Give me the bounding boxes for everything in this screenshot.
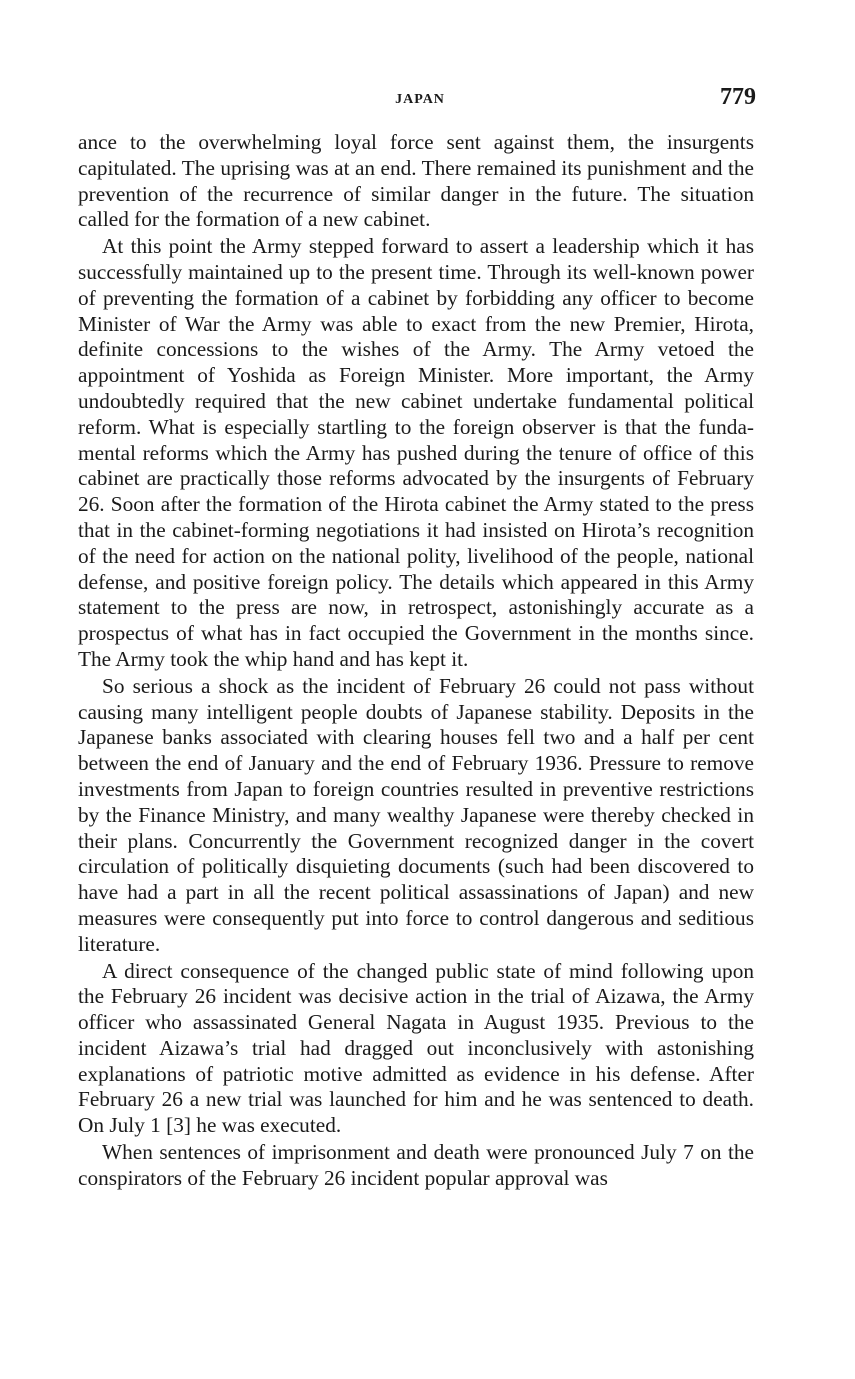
paragraph-stability-doubts: So serious a shock as the incident of February 26 could not pass without causing many intelligent people doubts of Japanese stability. Deposits in the Japanese banks associated with clearing houses fell two and a half per cent between the end of January and the end of February 1936. Pressure to remove investments from Japan to foreign countries resulted in preventive restrictions by the Finance Ministry, and many wealthy Japanese were thereby checked in their plans. Concurrently the Government recognized danger in the covert circulation of politically disquieting documents (such had been discovered to have had a part in all the recent political assassinations of Japan) and new measures were consequently put into force to control dangerous and seditious literature. (78, 673, 754, 956)
page-number: 779 (720, 84, 756, 110)
paragraph-army-leadership: At this point the Army stepped forward to assert a leadership which it has successfully maintained up to the present time. Through its well-known power of preventing the formation of a cabinet by forbidding any officer to become Minister of War the Army was able to exact from the new Premier, Hirota, definite concessions to the wishes of the Army. The Army vetoed the appointment of Yoshida as Foreign Minister. More important, the Army undoubtedly required that the new cabinet undertake fundamental political reform. What is especially startling to the foreign observer is that the fundamental reforms which the Army has pushed during the tenure of office of this cabinet are practically those reforms advocated by the insurgents of February 26. Soon after the formation of the Hirota cabinet the Army stated to the press that in the cabinet-forming negotiations it had insisted on Hirota’s recognition of the need for action on the national polity, livelihood of the people, national defense, and positive foreign policy. The details which appeared in this Army statement to the press are now, in retrospect, astonishingly accurate as a prospectus of what has in fact occupied the Government in the months since. The Army took the whip hand and has kept it. (78, 234, 754, 671)
running-head (0, 84, 855, 112)
paragraph-aizawa-trial: A direct consequence of the changed public state of mind following upon the February 26 incident was decisive action in the trial of Aizawa, the Army officer who assassinated General Nagata in August 1935. Previous to the incident Aizawa’s trial had dragged out inconclusively with astonishing explanations of patriotic motive admitted as evidence in his defense. After February 26 a new trial was launched for him and he was sentenced to death. On July 1 [3] he was executed. (78, 958, 754, 1138)
paragraph-sentences: When sentences of imprisonment and death were pronounced July 7 on the conspirators of the February 26 incident popular approval was (78, 1140, 754, 1190)
running-title: JAPAN (395, 92, 445, 107)
body-text (78, 130, 754, 1192)
paragraph-continuation: ance to the overwhelming loyal force sent against them, the insurgents capitulated. The uprising was at an end. There remained its punishment and the prevention of the recurrence of similar danger in the future. The situation called for the formation of a new cabinet. (78, 130, 754, 232)
